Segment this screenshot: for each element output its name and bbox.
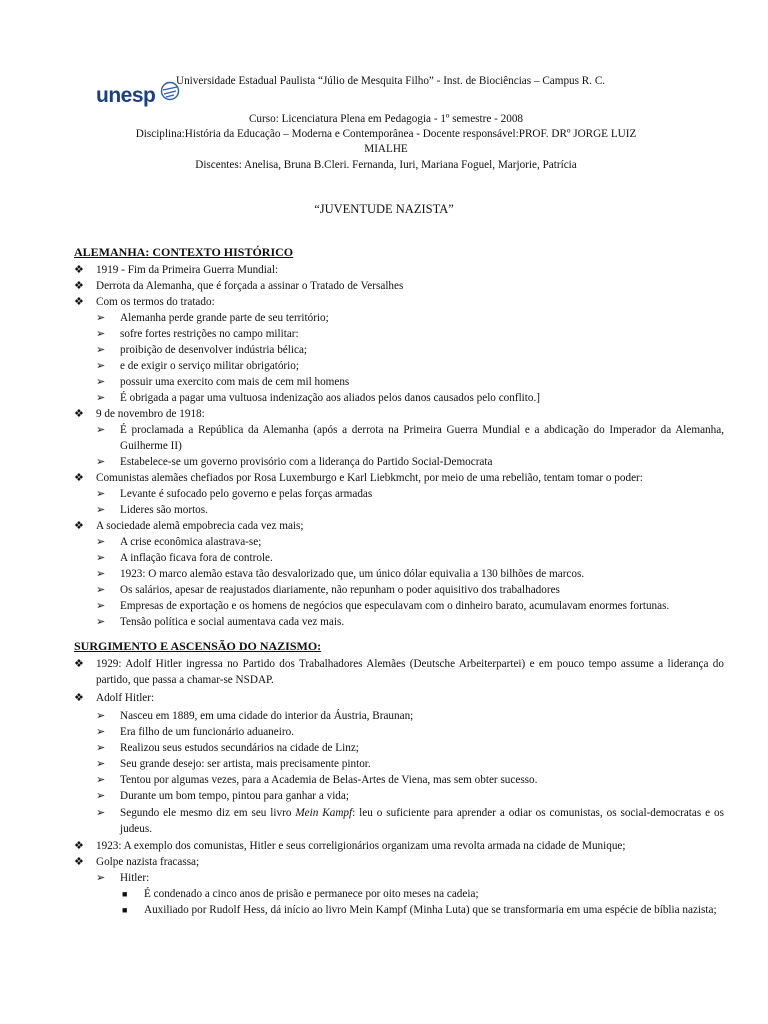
sub-list-item: ➢ Era filho de um funcionário aduaneiro. (96, 726, 294, 738)
sub-list-item: ➢ Alemanha perde grande parte de seu território; (96, 312, 329, 324)
arrow-bullet-icon: ➢ (96, 392, 106, 404)
arrow-bullet-icon: ➢ (96, 742, 106, 754)
sub-list-item: ➢ Estabelece-se um governo provisório com a liderança do Partido Social-Democrata (96, 456, 493, 468)
arrow-bullet-icon: ➢ (96, 600, 106, 612)
arrow-bullet-icon: ➢ (96, 726, 106, 738)
list-item: ❖ 1919 - Fim da Primeira Guerra Mundial: (74, 264, 279, 276)
arrow-bullet-icon: ➢ (96, 807, 106, 819)
section1-list (74, 262, 724, 630)
list-item: ❖ 1929: Adolf Hitler ingressa no Partido dos Trabalhadores Alemães (Deutsche Arbeiterpartei) e em pouco tempo assume a liderança do partido, que passa a chamar-se NSDAP. (74, 658, 724, 686)
sub-sub-list-item: ■ Auxiliado por Rudolf Hess, dá início ao livro Mein Kampf (Minha Luta) que se transformaria em uma espécie de bíblia nazista; (122, 904, 717, 916)
arrow-bullet-icon: ➢ (96, 872, 106, 884)
arrow-bullet-icon: ➢ (96, 504, 106, 516)
square-bullet-icon: ■ (122, 905, 128, 915)
sub-list-item: ➢ Tentou por algumas vezes, para a Academia de Belas-Artes de Viena, mas sem obter sucesso. (96, 774, 538, 786)
arrow-bullet-icon: ➢ (96, 568, 106, 580)
sub-list-item: ➢ Lideres são mortos. (96, 504, 208, 516)
sub-list-item: ➢ A inflação ficava fora de controle. (96, 552, 273, 564)
arrow-bullet-icon: ➢ (96, 488, 106, 500)
arrow-bullet-icon: ➢ (96, 376, 106, 388)
section2-list (74, 656, 724, 918)
book-title: Mein Kampf (295, 807, 353, 819)
sub-list-item: ➢ proibição de desenvolver indústria bélica; (96, 344, 308, 356)
diamond-bullet-icon: ❖ (74, 840, 84, 852)
arrow-bullet-icon: ➢ (96, 328, 106, 340)
document-body (74, 244, 724, 918)
square-bullet-icon: ■ (122, 889, 128, 899)
arrow-bullet-icon: ➢ (96, 774, 106, 786)
diamond-bullet-icon: ❖ (74, 472, 84, 484)
list-item: ❖ A sociedade alemã empobrecia cada vez mais; ➢ A crise econômica alastrava-se; ➢ A inflação ficava fora de controle. ➢ 1923: O marco alemão estava tão desvalorizado que, um único dólar equivalia a 130 bilhões de marcos. ➢ Os salários, apesar de reajustados diariamente, não repunham o poder aquisitivo dos trabalhadores ➢ Empresas de exportação e os homens de negócios que especulavam com o dinheiro barato, acumulavam enormes fortunas. ➢ Tensão política e social aumentava cada vez mais. (74, 518, 724, 630)
sub-list-item: ➢ A crise econômica alastrava-se; (96, 536, 262, 548)
list-item: ❖ Derrota da Alemanha, que é forçada a assinar o Tratado de Versalhes (74, 280, 404, 292)
diamond-bullet-icon: ❖ (74, 264, 84, 276)
arrow-bullet-icon: ➢ (96, 456, 106, 468)
arrow-bullet-icon: ➢ (96, 616, 106, 628)
arrow-bullet-icon: ➢ (96, 758, 106, 770)
sub-list-item: ➢ Empresas de exportação e os homens de negócios que especulavam com o dinheiro barato, acumulavam enormes fortunas. (96, 600, 670, 612)
sub-list-item: ➢ É proclamada a República da Alemanha (após a derrota na Primeira Guerra Mundial e a abdicação do Imperador da Alemanha, Guilherme II) (96, 424, 724, 452)
list-item: ❖ 1923: A exemplo dos comunistas, Hitler e seus correligionários organizam uma revolta armada na cidade de Munique; (74, 840, 626, 852)
sub-list-item: ➢ sofre fortes restrições no campo militar: (96, 328, 299, 340)
diamond-bullet-icon: ❖ (74, 296, 84, 308)
list-item: ❖ Comunistas alemães chefiados por Rosa Luxemburgo e Karl Liebkmcht, por meio de uma rebelião, tentam tomar o poder: ➢ Levante é sufocado pelo governo e pelas forças armadas ➢ Lideres são mortos. (74, 470, 724, 518)
sub-list-item: ➢ 1923: O marco alemão estava tão desvalorizado que, um único dólar equivalia a 130 bilhões de marcos. (96, 568, 585, 580)
diamond-bullet-icon: ❖ (74, 280, 84, 292)
section-heading-contexto: ALEMANHA: CONTEXTO HISTÓRICO (74, 245, 294, 259)
arrow-bullet-icon: ➢ (96, 536, 106, 548)
logo-text: unesp (96, 84, 156, 107)
list-item: ❖ Golpe nazista fracassa; ➢ Hitler: ■ É condenado a cinco anos de prisão e permanece por oito meses na cadeia; ■ Auxiliado por Rudolf Hess, dá início ao livro Mein Kampf (Minha Luta) que se transformaria em uma espécie de bíblia nazista; (74, 854, 724, 918)
section-heading-nazismo: SURGIMENTO E ASCENSÃO DO NAZISMO: (74, 639, 322, 653)
document-title: “JUVENTUDE NAZISTA” (314, 202, 454, 216)
arrow-bullet-icon: ➢ (96, 344, 106, 356)
diamond-bullet-icon: ❖ (74, 520, 84, 532)
arrow-bullet-icon: ➢ (96, 584, 106, 596)
list-item: ❖ 9 de novembro de 1918: ➢ É proclamada a República da Alemanha (após a derrota na Primeira Guerra Mundial e a abdicação do Imperador da Alemanha, Guilherme II) ➢ Estabelece-se um governo provisório com a liderança do Partido Social-Democrata (74, 408, 724, 468)
sub-list-item: ➢ Tensão política e social aumentava cada vez mais. (96, 616, 345, 628)
sub-list-item: ➢ Nasceu em 1889, em uma cidade do interior da Áustria, Braunan; (96, 710, 414, 722)
header-discentes: Discentes: Anelisa, Bruna B.Cleri. Fernanda, Iuri, Mariana Foguel, Marjorie, Patrícia (195, 159, 577, 171)
arrow-bullet-icon: ➢ (96, 790, 106, 802)
diamond-bullet-icon: ❖ (74, 692, 84, 704)
sub-list-item: ➢ Os salários, apesar de reajustados diariamente, não repunham o poder aquisitivo dos trabalhadores (96, 584, 560, 596)
header-university: Universidade Estadual Paulista “Júlio de Mesquita Filho” - Inst. de Biociências – Campus R. C. (176, 75, 606, 87)
sub-list-item: ➢ Hitler: ■ É condenado a cinco anos de prisão e permanece por oito meses na cadeia; ■ Auxiliado por Rudolf Hess, dá início ao livro Mein Kampf (Minha Luta) que se transformaria em uma espécie de bíblia nazista; (74, 870, 724, 918)
arrow-bullet-icon: ➢ (96, 360, 106, 372)
diamond-bullet-icon: ❖ (74, 408, 84, 420)
sub-list-item: ➢ Seu grande desejo: ser artista, mais precisamente pintor. (96, 758, 371, 770)
list-item: ❖ Com os termos do tratado: ➢ Alemanha perde grande parte de seu território; ➢ sofre fortes restrições no campo militar: ➢ proibição de desenvolver indústria bélica; ➢ e de exigir o serviço militar obrigatório; ➢ possuir uma exercito com mais de cem mil homens ➢ É obrigada a pagar uma vultuosa indenização aos aliados pelos danos causados pelo conflito.] (74, 294, 724, 406)
diamond-bullet-icon: ❖ (74, 658, 84, 670)
sub-list-item: ➢ e de exigir o serviço militar obrigatório; (96, 360, 299, 372)
diamond-bullet-icon: ❖ (74, 856, 84, 868)
header-disciplina-cont: MIALHE (364, 143, 408, 155)
sub-list-item: ➢ possuir uma exercito com mais de cem mil homens (96, 376, 350, 388)
arrow-bullet-icon: ➢ (96, 552, 106, 564)
arrow-bullet-icon: ➢ (96, 424, 106, 436)
header-disciplina: Disciplina:História da Educação – Moderna e Contemporânea - Docente responsável:PROF. DRº JORGE LUIZ (135, 128, 637, 140)
arrow-bullet-icon: ➢ (96, 312, 106, 324)
arrow-bullet-icon: ➢ (96, 710, 106, 722)
sub-list-item: ➢ Levante é sufocado pelo governo e pelas forças armadas (96, 488, 373, 500)
list-item: ❖ Adolf Hitler: ➢ Nasceu em 1889, em uma cidade do interior da Áustria, Braunan; ➢ Era filho de um funcionário aduaneiro. ➢ Realizou seus estudos secundários na cidade de Linz; ➢ Seu grande desejo: ser artista, mais precisamente pintor. ➢ Tentou por algumas vezes, para a Academia de Belas-Artes de Viena, mas sem obter sucesso. ➢ Durante um bom tempo, pintou para ganhar a vida; ➢ Segundo ele mesmo diz em seu livro Mein Kampf: leu o suficiente para aprender a odiar os comunistas, os social-democratas e os judeus. (74, 692, 724, 835)
header-curso: Curso: Licenciatura Plena em Pedagogia - 1º semestre - 2008 (248, 113, 524, 125)
sub-list-item: ➢ Realizou seus estudos secundários na cidade de Linz; (96, 742, 359, 754)
sub-sub-list-item: ■ É condenado a cinco anos de prisão e permanece por oito meses na cadeia; (122, 888, 479, 900)
sub-list-item: ➢ É obrigada a pagar uma vultuosa indenização aos aliados pelos danos causados pelo conflito.] (96, 392, 541, 404)
sub-list-item: ➢ Durante um bom tempo, pintou para ganhar a vida; (96, 790, 349, 802)
sub-list-item: ➢ Segundo ele mesmo diz em seu livro Mein Kampf: leu o suficiente para aprender a odiar os comunistas, os social-democratas e os judeus. (96, 807, 724, 835)
